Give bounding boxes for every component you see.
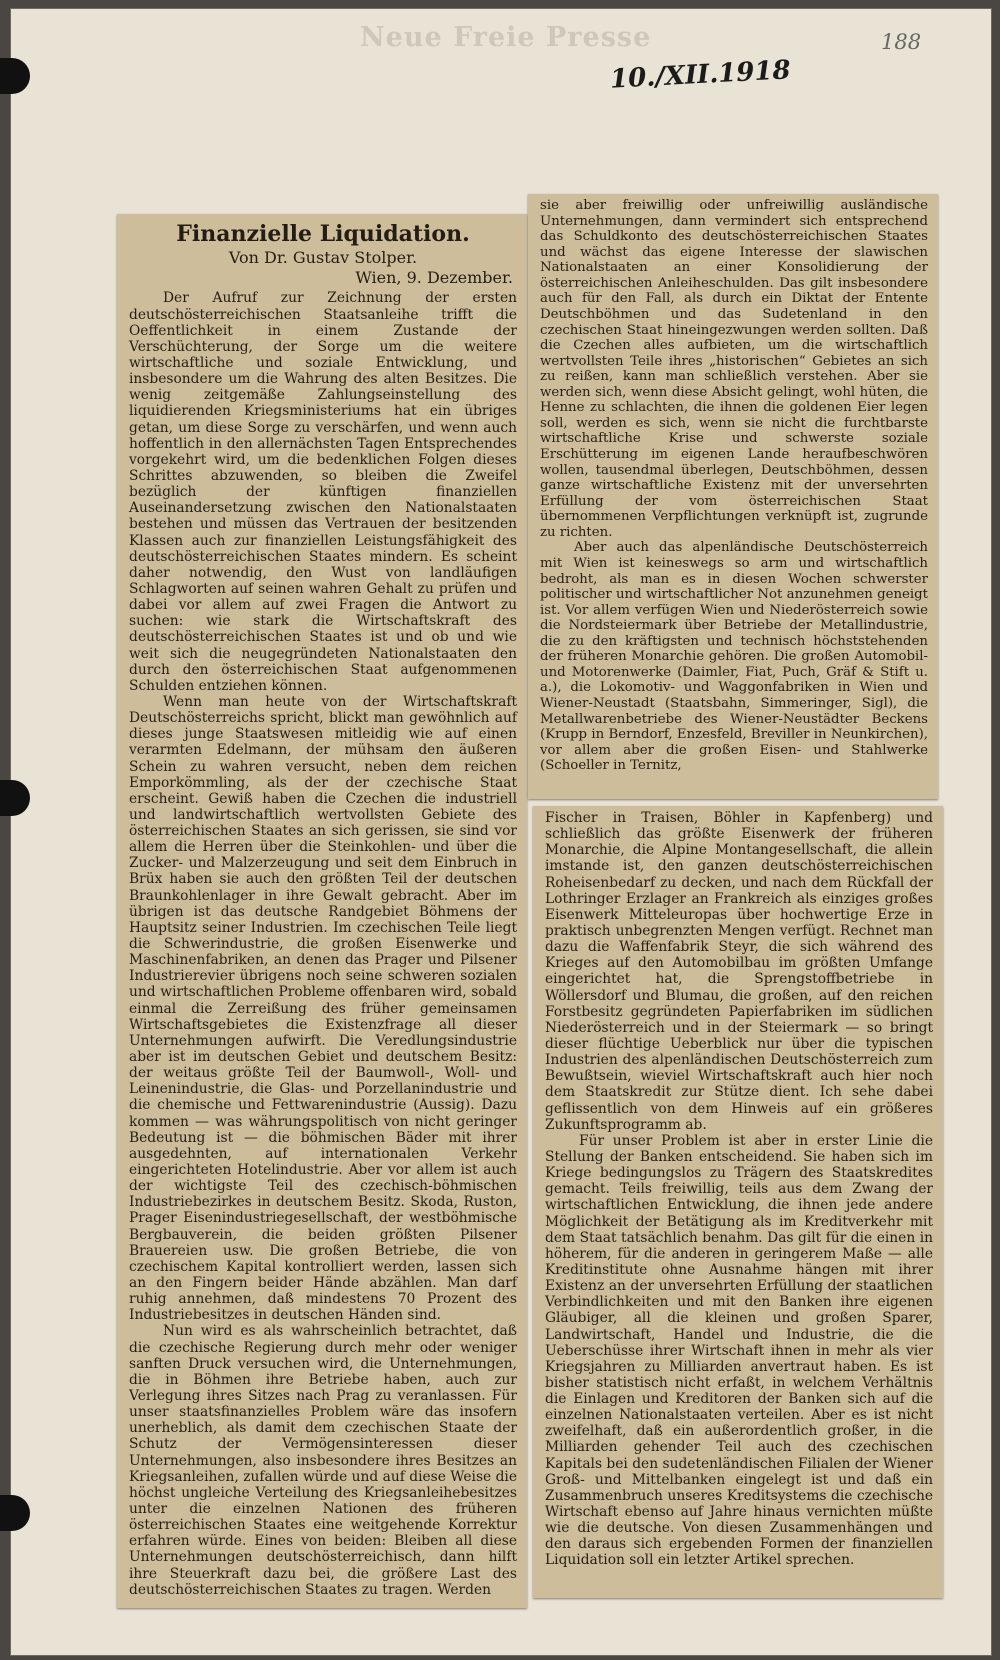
article-byline: Von Dr. Gustav Stolper.	[228, 248, 418, 268]
page-number: 188	[881, 30, 922, 54]
paragraph: Fischer in Traisen, Böhler in Kapfenberg) und schließlich das größte Eisenwerk der früheren Monarchie, die Alpine Montangesellschaft, die allein imstande ist, den ganzen deutschösterreichischen Roheisenbedarf zu decken, und nach dem Rückfall der Lothringer Erzlager an Frankreich als einziges großes Eisenwerk Mitteleuropas über hochwertige Erze in praktisch unbegrenzten Mengen verfügt. Rechnet man dazu die Waffenfabrik Steyr, die sich während des Krieges auf den Automobilbau im größten Umfange eingerichtet hat, die Sprengstoffbetriebe in Wöllersdorf und Blumau, die großen, auf den reichen Forstbesitz gegründeten Papierfabriken im südlichen Niederösterreich und in der Steiermark — so bringt dieser flüchtige Ueberblick nur über die typischen Industrien des alpenländischen Deutschösterreich zum Bewußtsein, wieviel Wirtschaftskraft auch hier noch dem Staatskredit zur Stütze dient. Ich sehe dabei geflissentlich von dem Hinweis auf ein größeres Zukunftsprogramm ab.	[545, 810, 933, 1133]
article-dateline: Wien, 9. Dezember.	[355, 268, 513, 288]
paragraph: Nun wird es als wahrscheinlich betrachtet, daß die czechische Regierung durch mehr oder weniger sanften Druck versuchen wird, die Unternehmungen, die in Böhmen ihre Betriebe haben, auch zur Verlegung ihres Sitzes nach Prag zu veranlassen. Für unser staatsfinanzielles Problem wäre das insofern unerheblich, als damit dem czechischen Staate der Schutz der Vermögensinteressen dieser Unternehmungen, also insbesondere ihres Besitzes an Kriegsanleihen, zufallen würde und auf diese Weise die höchst ungleiche Verteilung des Kriegsanleihebesitzes unter die einzelnen Nationen des früheren österreichischen Staates eine weitgehende Korrektur erfahren würde. Eines von beiden: Bleiben all diese Unternehmungen deutschösterreichisch, dann hilft ihre Steuerkraft dazu bei, die größere Last des deutschösterreichischen Staates zu tragen. Werden	[129, 1323, 517, 1598]
archive-sheet	[10, 8, 992, 1656]
clipping-left	[117, 214, 527, 1608]
paragraph: Der Aufruf zur Zeichnung der ersten deutschösterreichischen Staatsanleihe trifft die Oeffentlichkeit in einem Zustande der Verschüchterung, der Sorge um die weitere wirtschaftliche und soziale Entwicklung, und insbesondere um die Wahrung des alten Besitzes. Die wenig zeitgemäße Zahlungseinstellung des liquidierenden Kriegsministeriums hat ein übriges getan, um diese Sorge zu verschärfen, und wenn auch hoffentlich in den allernächsten Tagen Entsprechendes vorgekehrt wird, um die bedenklichen Folgen dieses Schrittes abzuwenden, so bleiben die Zweifel bezüglich der künftigen finanziellen Auseinandersetzung zwischen den Nationalstaaten bestehen und müssen das Vertrauen der besitzenden Klassen auch zur finanziellen Leistungsfähigkeit des deutschösterreichischen Staates mindern. Es scheint daher notwendig, den Wust von landläufigen Schlagworten auf seinen wahren Gehalt zu prüfen und dabei vor allem auf zwei Fragen die Antwort zu suchen: wie stark die Wirtschaftskraft des deutschösterreichischen Staates ist und ob und wie weit sich die neugegründeten Nationalstaaten den durch den österreichischen Staat aufgenommenen Schulden entziehen können.	[129, 290, 517, 694]
paragraph: sie aber freiwillig oder unfreiwillig ausländische Unternehmungen, dann vermindert sich entsprechend das Schuldkonto des deutschösterreichischen Staates und wächst das eigene Interesse der slawischen Nationalstaaten an einer Konsolidierung der österreichischen Anleiheschulden. Das gilt insbesondere auch für den Fall, als durch ein Diktat der Entente Deutschböhmen und das Sudetenland in den czechischen Staat hineingezwungen werden sollten. Daß die Czechen alles aufbieten, um die wirtschaftlich wertvollsten Teile ihres „historischen“ Gebietes an sich zu reißen, kann man schließlich verstehen. Aber sie werden sich, wenn diese Absicht gelingt, wohl hüten, die Henne zu schlachten, die ihnen die goldenen Eier legen soll, werden es sich, wenn sie nicht die furchtbarste wirtschaftliche Krise und schwerste soziale Erschütterung im eigenen Lande heraufbeschwören wollen, tausendmal überlegen, Deutschböhmen, dessen ganze wirtschaftliche Existenz mit der unversehrten Erfüllung der vom österreichischen Staat übernommenen Verpflichtungen verknüpft ist, zugrunde zu richten.	[540, 198, 928, 540]
clipping-right-top	[528, 194, 938, 799]
handwritten-date: 10./XII.1918	[609, 55, 792, 95]
newspaper-masthead: Neue Freie Presse	[360, 22, 652, 53]
paragraph: Aber auch das alpenländische Deutschösterreich mit Wien ist keineswegs so arm und wirtschaftlich bedroht, als man es in diesen Wochen schwerster politischer und wirtschaftlicher Not anzunehmen geneigt ist. Vor allem verfügen Wien und Niederösterreich sowie die Nordsteiermark über Betriebe der Metallindustrie, die zu den kräftigsten und technisch höchststehenden der früheren Monarchie gehören. Die großen Automobil- und Motorenwerke (Daimler, Fiat, Puch, Gräf & Stift u. a.), die Lokomotiv- und Waggonfabriken in Wien und Wiener-Neustadt (Staatsbahn, Simmeringer, Sigl), die Metallwarenbetriebe des Wiener-Neustädter Beckens (Krupp in Berndorf, Enzesfeld, Breviller in Neunkirchen), vor allem aber die großen Eisen- und Stahlwerke (Schoeller in Ternitz,	[540, 540, 928, 774]
clipping-right-bottom	[533, 806, 943, 1598]
paragraph: Für unser Problem ist aber in erster Linie die Stellung der Banken entscheidend. Sie haben sich im Kriege bedingungslos zu Trägern des Staatskredites gemacht. Teils freiwillig, teils aus dem Zwang der wirtschaftlichen Entwicklung, die ihnen jede andere Möglichkeit der Betätigung als im Kreditverkehr mit dem Staat tatsächlich benahm. Das gilt für die einen in höherem, für die anderen in geringerem Maße — alle Kreditinstitute ohne Ausnahme hängen mit ihrer Existenz an der unversehrten Erfüllung der staatlichen Verbindlichkeiten und mit den Banken ihre eigenen Gläubiger, all die kleinen und großen Sparer, Landwirtschaft, Handel und Industrie, die die Ueberschüsse ihrer Wirtschaft ihnen in mehr als vier Kriegsjahren zu Milliarden anvertraut haben. Es ist bisher statistisch nicht erfaßt, in welchem Verhältnis die Einlagen und Kreditoren der Banken sich auf die einzelnen Nationalstaaten verteilen. Aber es ist nicht zweifelhaft, daß ein außerordentlich großer, in die Milliarden gehender Teil auch des czechischen Kapitals bei den sudetenländischen Filialen der Wiener Groß- und Mittelbanken eingelegt ist und daß ein Zusammenbruch unseres Kreditsystems die czechische Wirtschaft ebenso auf Jahre hinaus vernichten müßte wie die deutsche. Von diesen Zusammenhängen und den daraus sich ergebenden Formen der finanziellen Liquidation soll ein letzter Artikel sprechen.	[545, 1132, 933, 1569]
paragraph: Wenn man heute von der Wirtschaftskraft Deutschösterreichs spricht, blickt man gewöhnlich auf dieses junge Staatswesen mitleidig wie auf einen verarmten Edelmann, der mühsam den äußeren Schein zu wahren versucht, neben dem reichen Emporkömmling, als der der czechische Staat erscheint. Gewiß haben die Czechen die industriell und landwirtschaftlich wertvollsten Gebiete des österreichischen Staates an sich gerissen, sie sind vor allem die Herren über die Steinkohlen- und über die Zucker- und Malzerzeugung und seit dem Einbruch in Brüx haben sie auch den größten Teil der deutschen Braunkohlenlager in ihre Gewalt gebracht. Aber im übrigen ist das deutsche Randgebiet Böhmens der Hauptsitz seiner Industrien. Im czechischen Teile liegt die Schwerindustrie, die großen Eisenwerke und Maschinenfabriken, an denen das Prager und Pilsener Industrierevier übrigens noch seine schweren sozialen und wirtschaftlichen Probleme offenbaren wird, sobald einmal die Zerreißung des früher gemeinsamen Wirtschaftsgebietes die Existenzfrage all dieser Unternehmungen aufwirft. Die Veredlungsindustrie aber ist im deutschen Gebiet und deutschem Besitz: der weitaus größte Teil der Baumwoll-, Woll- und Leinenindustrie, die Glas- und Porzellanindustrie und die chemische und Fettwarenindustrie (Aussig). Dazu kommen — was währungspolitisch von nicht geringer Bedeutung ist — die böhmischen Bäder mit ihrer ausgedehnten, auf internationalen Verkehr eingerichteten Hotelindustrie. Aber vor allem ist auch der wichtigste Teil des czechisch-böhmischen Industriebezirkes in deutschem Besitz. Skoda, Ruston, Prager Eisenindustriegesellschaft, der westböhmische Bergbauverein, die beiden größten Pilsener Brauereien usw. Die großen Betriebe, die von czechischem Kapital kontrolliert werden, lassen sich an den Fingern beider Hände abzählen. Man darf ruhig annehmen, daß mindestens 70 Prozent des Industriebesitzes in deutschen Händen sind.	[129, 693, 517, 1324]
article-title: Finanzielle Liquidation.	[176, 221, 470, 247]
